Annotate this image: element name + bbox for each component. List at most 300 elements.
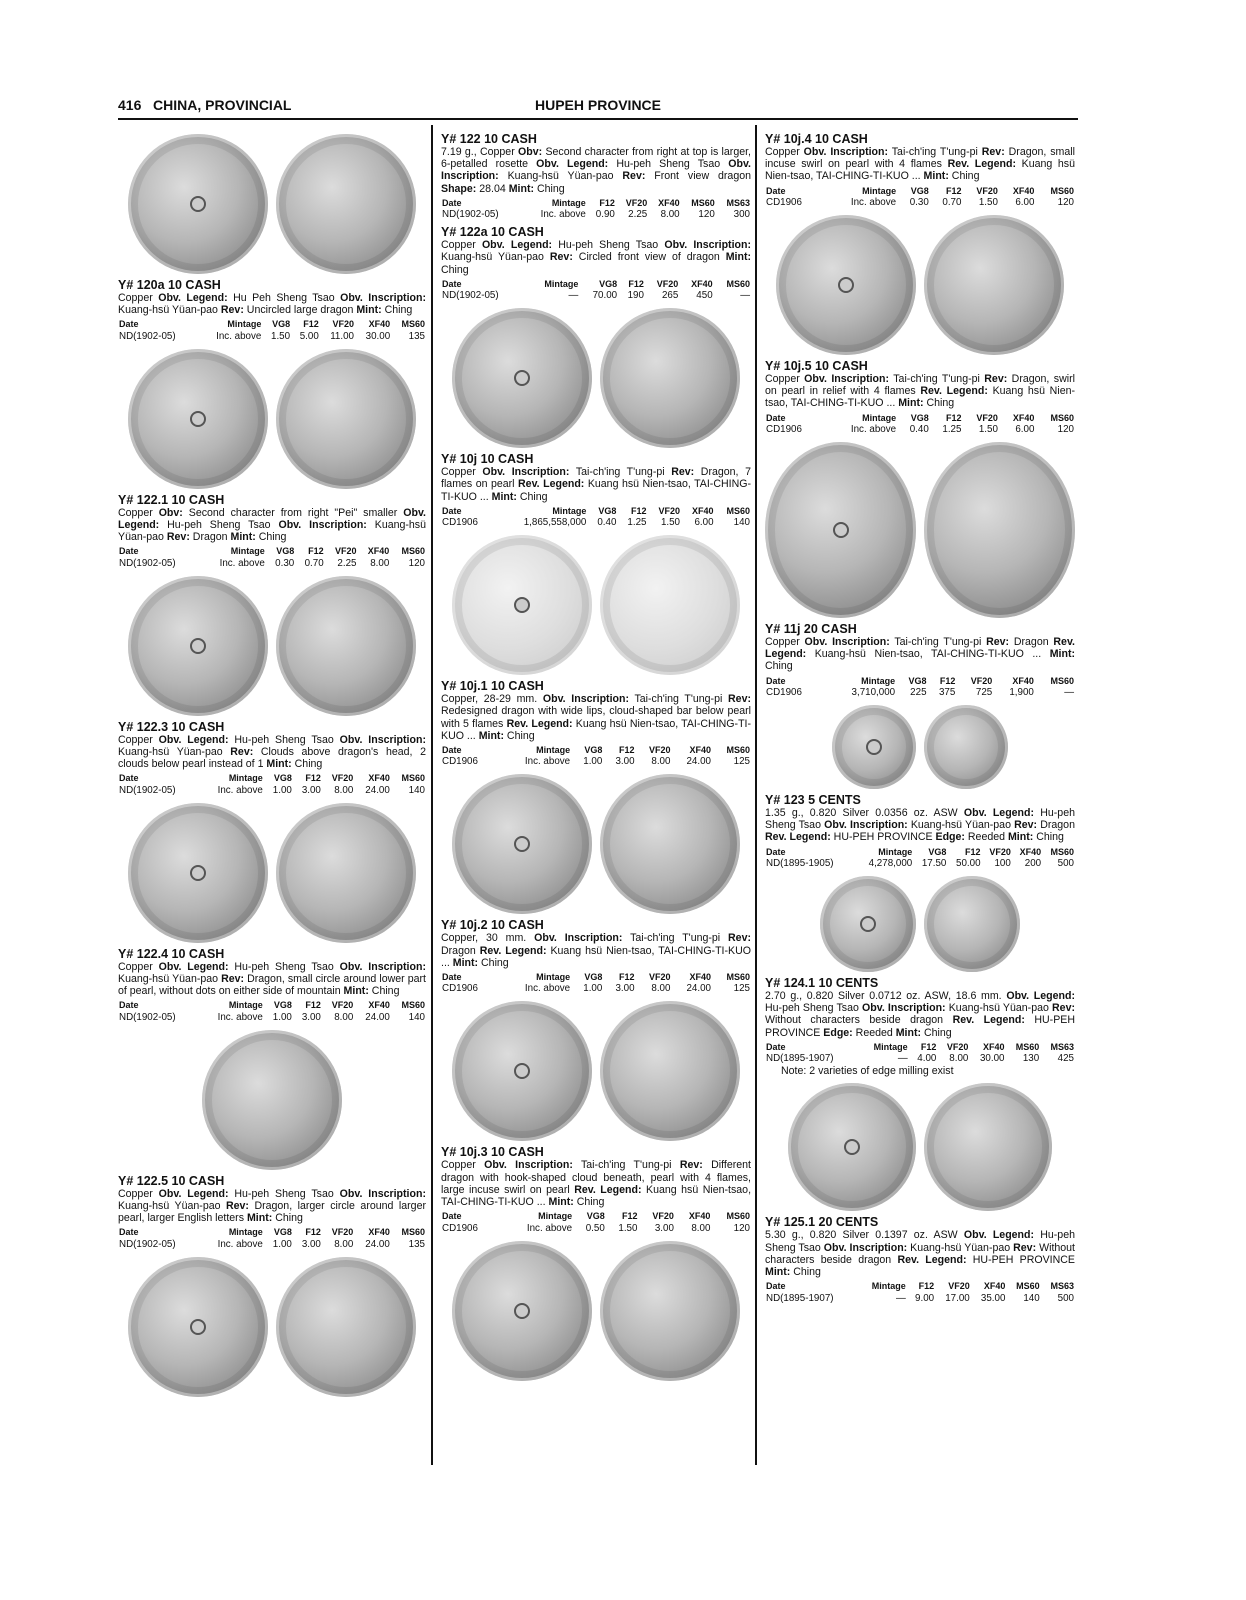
- field-label: Mint:: [508, 182, 535, 195]
- price-cell: 1.00: [272, 1011, 292, 1023]
- price-cell: 8.00: [370, 557, 390, 569]
- entry-description: [765, 1229, 1075, 1278]
- price-cell: 0.70: [942, 196, 962, 208]
- price-cell: 500: [1057, 1292, 1074, 1304]
- price-cell: 190: [627, 290, 644, 302]
- field-label: Rev:: [221, 973, 245, 986]
- price-column-header: VF20: [625, 197, 648, 208]
- price-column-header: MS60: [726, 278, 750, 289]
- price-column-header: Mintage: [871, 1281, 906, 1292]
- price-column-header: Date: [766, 1281, 786, 1292]
- field-label: Obv:: [158, 506, 183, 519]
- field-label: Rev:: [1052, 1002, 1075, 1015]
- price-cell: 3.00: [301, 1238, 321, 1250]
- price-table: [765, 675, 1075, 699]
- price-cell: ND(1902-05): [119, 557, 176, 569]
- price-column-header: Date: [766, 185, 786, 196]
- field-value: Copper: [118, 960, 159, 973]
- field-label: Obv. Inscription:: [278, 519, 367, 532]
- price-column-header: XF40: [658, 197, 680, 208]
- field-value: Dragon, small circle around lower part of pearl, without dots on either side of mountain: [118, 973, 426, 998]
- coin-reverse-image: [924, 705, 1008, 789]
- price-column-header: F12: [621, 1211, 638, 1222]
- field-value: Hu-peh Sheng Tsao: [552, 239, 665, 252]
- price-row: [765, 687, 1075, 699]
- coin-center-mark: [514, 1303, 530, 1319]
- field-value: Hu-peh Sheng Tsao: [765, 807, 1075, 832]
- catalog-entry: [765, 622, 1075, 699]
- entry-description: [765, 807, 1075, 844]
- price-cell: 1.50: [618, 1222, 638, 1234]
- field-value: Kuang hsü Nien-tsao, TAI-CHING-TI-KUO ...: [441, 944, 751, 969]
- price-table-header: [765, 675, 1075, 687]
- price-column-header: XF40: [367, 546, 390, 557]
- price-column-header: VG8: [272, 319, 291, 330]
- price-table: [441, 971, 751, 995]
- coin-obverse-image: [128, 1257, 268, 1397]
- field-value: Hu-peh Sheng Tsao: [765, 1002, 862, 1015]
- field-value: Tai-ch'ing T'ung-pi: [622, 932, 729, 945]
- field-value: Dragon: [441, 944, 480, 957]
- entry-description: [118, 961, 426, 998]
- field-label: Obv. Inscription:: [339, 733, 426, 746]
- price-cell: 1.00: [583, 983, 603, 995]
- price-cell: 135: [408, 1238, 425, 1250]
- price-column-header: VF20: [946, 1041, 969, 1052]
- price-column-header: Mintage: [873, 1041, 908, 1052]
- price-row: [765, 1293, 1075, 1305]
- field-value: Different dragon with hook-shaped cloud beneath, pearl with 4 flames, large incuse swirl on pearl: [441, 1159, 751, 1196]
- coin-images: [441, 535, 751, 675]
- price-column-header: MS60: [1016, 1281, 1040, 1292]
- price-column-header: Mintage: [536, 745, 571, 756]
- price-table-header: [441, 744, 751, 756]
- price-cell: Inc. above: [850, 423, 897, 435]
- entry-description: [118, 734, 426, 771]
- price-cell: ND(1902-05): [119, 1238, 176, 1250]
- price-row: [765, 858, 1075, 870]
- field-value: Ching: [765, 660, 793, 673]
- price-cell: ND(1902-05): [119, 784, 176, 796]
- catalog-entry: [441, 225, 751, 302]
- price-cell: 8.00: [691, 1222, 711, 1234]
- price-column-header: VF20: [976, 412, 998, 423]
- field-value: Ching: [368, 985, 400, 998]
- price-column-header: Date: [119, 546, 139, 557]
- price-cell: 17.00: [945, 1292, 970, 1304]
- coin-obverse-image: [452, 774, 592, 914]
- coin-reverse-image: [600, 1001, 740, 1141]
- price-table-header: [765, 1280, 1075, 1292]
- field-label: Rev:: [679, 1159, 703, 1172]
- field-value: Ching: [921, 1026, 952, 1039]
- price-table: [118, 545, 426, 569]
- price-column-header: Mintage: [861, 675, 896, 686]
- price-cell: 24.00: [686, 756, 711, 768]
- entry-title: Y# 122.5 10 CASH: [118, 1173, 225, 1188]
- price-cell: 1.50: [271, 330, 291, 342]
- price-cell: 265: [661, 290, 679, 302]
- price-column-header: VG8: [273, 1000, 292, 1011]
- price-column-header: MS60: [401, 773, 425, 784]
- price-column-header: XF40: [1012, 412, 1035, 423]
- price-cell: 1.25: [942, 423, 962, 435]
- price-cell: 140: [1023, 1292, 1040, 1304]
- field-value: Ching: [291, 758, 323, 771]
- price-column-header: MS60: [401, 319, 425, 330]
- price-cell: 8.00: [660, 209, 680, 221]
- price-column-header: Date: [766, 675, 786, 686]
- field-value: Kuang-hsü Yüan-pao: [118, 304, 221, 317]
- field-value: Dragon, small incuse swirl on pearl with 4 flames: [765, 146, 1075, 171]
- price-table-header: [441, 278, 751, 290]
- price-cell: 125: [733, 756, 750, 768]
- price-table-header: [118, 1226, 426, 1238]
- price-cell: 30.00: [979, 1053, 1005, 1065]
- column-right: [765, 128, 1075, 1305]
- coin-obverse-image: [820, 876, 916, 972]
- field-label: Obv. Inscription:: [339, 1187, 426, 1200]
- price-table: [441, 744, 751, 768]
- price-column-header: VF20: [648, 972, 671, 983]
- price-column-header: Mintage: [862, 185, 897, 196]
- price-cell: 1.50: [978, 196, 998, 208]
- coin-center-mark: [833, 522, 849, 538]
- price-cell: 24.00: [365, 1011, 390, 1023]
- price-cell: 1.50: [660, 517, 681, 529]
- price-cell: 8.00: [651, 983, 671, 995]
- coin-center-mark: [190, 1319, 206, 1335]
- price-column-header: Date: [442, 197, 462, 208]
- field-value: Kuang hsü Nien-tsao, TAI-CHING-TI-KUO ...: [441, 1183, 752, 1209]
- price-column-header: Mintage: [544, 278, 579, 289]
- price-cell: 500: [1057, 857, 1074, 869]
- price-column-header: MS60: [1050, 185, 1074, 196]
- entry-title: Y# 10j.2 10 CASH: [441, 918, 544, 933]
- coin-images: [765, 705, 1075, 789]
- price-cell: 4.00: [917, 1053, 937, 1065]
- coin-images: [441, 1001, 751, 1141]
- price-cell: 24.00: [686, 983, 711, 995]
- price-column-header: XF40: [688, 1211, 711, 1222]
- coin-reverse-image: [924, 215, 1064, 355]
- price-cell: 0.30: [275, 557, 295, 569]
- price-column-header: VG8: [273, 773, 292, 784]
- field-value: Kuang-hsü Yüan-pao: [118, 519, 426, 544]
- field-label: Mint:: [1007, 831, 1034, 844]
- coin-obverse-image: [776, 215, 916, 355]
- entry-title: Y# 122.3 10 CASH: [118, 719, 225, 734]
- price-cell: CD1906: [766, 423, 802, 435]
- price-column-header: Mintage: [536, 972, 571, 983]
- coin-images: [765, 1083, 1075, 1211]
- coin-center-mark: [514, 597, 530, 613]
- column-divider: [755, 125, 757, 1465]
- field-label: Obv. Inscription:: [823, 1241, 908, 1254]
- price-column-header: VF20: [648, 745, 671, 756]
- entry-title: Y# 10j 10 CASH: [441, 452, 534, 467]
- price-column-header: XF40: [1012, 185, 1035, 196]
- coin-images: [765, 215, 1075, 355]
- price-column-header: MS60: [401, 1000, 425, 1011]
- field-label: Obv. Legend:: [158, 960, 229, 973]
- price-column-header: XF40: [1019, 846, 1042, 857]
- price-column-header: VF20: [948, 1281, 970, 1292]
- coin-center-mark: [190, 638, 206, 654]
- price-column-header: XF40: [691, 278, 713, 289]
- coin-images: [118, 1030, 426, 1170]
- field-value: Ching: [478, 956, 509, 969]
- field-value: Hu-peh Sheng Tsao: [159, 519, 279, 532]
- field-value: Copper: [765, 373, 805, 386]
- field-value: Second character from right at top is larger, 6-petalled rosette: [441, 146, 751, 171]
- price-cell: 0.40: [597, 517, 617, 529]
- field-value: Ching: [516, 490, 548, 503]
- coin-images: [118, 349, 426, 489]
- field-value: Tai-ch'ing T'ung-pi: [888, 146, 982, 158]
- price-cell: CD1906: [442, 1222, 478, 1234]
- price-column-header: Date: [119, 773, 139, 784]
- price-cell: ND(1895-1905): [766, 857, 834, 869]
- entry-title: Y# 10j.5 10 CASH: [765, 359, 868, 374]
- price-cell: ND(1902-05): [119, 330, 176, 342]
- coin-obverse-image: [452, 1241, 592, 1381]
- field-label: Rev:: [1013, 1241, 1037, 1254]
- field-value: Without characters beside dragon: [765, 1241, 1076, 1266]
- price-column-header: VG8: [584, 972, 603, 983]
- field-value: Tai-ch'ing T'ung-pi: [889, 636, 987, 649]
- field-label: Mint:: [898, 397, 924, 410]
- field-value: Reeded: [852, 1026, 896, 1039]
- field-label: Mint:: [452, 956, 479, 969]
- price-cell: Inc. above: [219, 557, 265, 569]
- price-row: [118, 558, 426, 570]
- price-cell: 8.00: [651, 756, 671, 768]
- coin-images: [118, 1257, 426, 1397]
- field-value: Ching: [381, 304, 413, 317]
- price-cell: CD1906: [442, 517, 478, 529]
- field-value: Ching: [441, 263, 469, 276]
- price-cell: 135: [408, 330, 425, 342]
- entry-title: Y# 120a 10 CASH: [118, 278, 221, 292]
- field-value: Hu-peh Sheng Tsao: [228, 960, 340, 973]
- coin-images: [441, 308, 751, 448]
- entry-title: Y# 122a 10 CASH: [441, 225, 544, 240]
- field-value: Ching: [1033, 831, 1064, 844]
- field-label: Obv. Inscription:: [804, 373, 890, 386]
- field-value: Ching: [272, 1212, 303, 1225]
- price-cell: ND(1902-05): [442, 209, 499, 221]
- price-cell: 375: [938, 686, 956, 698]
- price-cell: 3.00: [615, 983, 635, 995]
- field-value: Clouds above dragon's head, 2 clouds below pearl instead of 1: [118, 746, 426, 771]
- header-rule: [118, 118, 1078, 120]
- price-column-header: F12: [619, 745, 635, 756]
- price-table-header: [441, 197, 751, 209]
- field-label: Rev:: [1014, 819, 1038, 832]
- price-cell: 4,278,000: [868, 857, 913, 869]
- coin-obverse-image: [128, 576, 268, 716]
- coin-obverse-image: [128, 134, 268, 274]
- price-cell: 8.00: [949, 1053, 969, 1065]
- price-cell: 300: [733, 209, 750, 221]
- price-column-header: Date: [442, 745, 462, 756]
- price-cell: 6.00: [694, 517, 714, 529]
- price-column-header: MS60: [726, 745, 750, 756]
- entry-title: Y# 10j.4 10 CASH: [765, 132, 868, 146]
- coin-reverse-image: [202, 1030, 342, 1170]
- price-table-header: [765, 412, 1075, 424]
- price-table-header: [118, 318, 426, 330]
- field-value: Uncircled large dragon: [243, 304, 357, 317]
- price-cell: 8.00: [334, 784, 354, 796]
- field-value: Dragon: [189, 531, 231, 544]
- price-column-header: Date: [766, 412, 786, 423]
- field-label: Obv. Inscription:: [804, 636, 890, 649]
- price-column-header: MS60: [726, 505, 750, 516]
- field-value: Hu-peh Sheng Tsao: [228, 733, 340, 746]
- field-value: Copper: [441, 1159, 485, 1172]
- price-cell: 2.25: [628, 209, 648, 221]
- catalog-entry: [118, 278, 426, 343]
- field-value: Front view dragon: [645, 170, 751, 183]
- coin-reverse-image: [276, 134, 416, 274]
- field-value: Hu Peh Sheng Tsao: [227, 292, 341, 304]
- field-value: Hu-peh Sheng Tsao: [228, 1187, 340, 1200]
- price-cell: 70.00: [592, 290, 618, 302]
- field-label: Obv. Legend:: [481, 239, 553, 252]
- price-cell: 425: [1057, 1053, 1074, 1065]
- field-value: Dragon, 7 flames on pearl: [441, 466, 751, 491]
- price-column-header: VF20: [976, 185, 998, 196]
- price-cell: 140: [408, 784, 425, 796]
- field-value: Circled front view of dragon: [572, 251, 726, 264]
- field-label: Mint:: [491, 490, 517, 503]
- price-cell: 3.00: [301, 1011, 321, 1023]
- price-cell: 8.00: [334, 1011, 354, 1023]
- price-cell: —: [896, 1292, 906, 1304]
- price-cell: 17.50: [921, 857, 947, 869]
- price-column-header: VF20: [331, 1227, 354, 1238]
- page-header: [118, 97, 1078, 119]
- price-column-header: VG8: [584, 745, 603, 756]
- field-value: Hu-peh Sheng Tsao: [765, 1229, 1075, 1254]
- field-value: Ching: [255, 531, 287, 544]
- field-value: Copper: [765, 146, 804, 158]
- price-column-header: F12: [918, 1281, 935, 1292]
- price-column-header: XF40: [368, 773, 390, 784]
- entry-description: [765, 373, 1075, 410]
- field-label: Rev. Legend:: [920, 385, 988, 398]
- price-cell: —: [568, 290, 579, 302]
- field-label: Rev. Legend:: [518, 478, 585, 491]
- price-cell: 120: [408, 557, 425, 569]
- price-cell: 100: [994, 857, 1011, 869]
- field-label: Rev. Legend:: [897, 1253, 967, 1266]
- field-label: Rev:: [728, 693, 751, 706]
- field-label: Rev. Legend:: [506, 717, 573, 730]
- field-value: Kuang-hsü Yüan-pao: [118, 746, 231, 759]
- price-column-header: MS60: [1015, 1041, 1040, 1052]
- field-value: 5.30 g., 0.820 Silver 0.1397 oz. ASW: [765, 1229, 964, 1242]
- coin-images: [765, 876, 1075, 972]
- price-column-header: XF40: [689, 745, 711, 756]
- entry-description: [765, 146, 1075, 183]
- price-column-header: MS60: [726, 972, 750, 983]
- price-table: [765, 412, 1075, 436]
- field-value: Kuang-hsü Yüan-pao: [907, 819, 1015, 832]
- field-label: Rev:: [230, 746, 254, 759]
- field-label: Obv. Legend:: [1006, 990, 1075, 1003]
- price-column-header: VG8: [928, 846, 947, 857]
- coin-images: [765, 442, 1075, 618]
- field-value: Kuang hsü Nien-tsao, TAI-CHING-TI-KUO ...: [441, 478, 752, 503]
- catalog-entry: [441, 679, 751, 768]
- field-label: Mint:: [725, 251, 751, 264]
- entry-note: Note: 2 varieties of edge milling exist: [781, 1065, 954, 1078]
- field-value: Dragon, larger circle around larger pearl, larger English letters: [118, 1200, 426, 1225]
- price-column-header: Mintage: [228, 1227, 263, 1238]
- price-column-header: VF20: [656, 278, 679, 289]
- price-cell: Inc. above: [217, 1238, 263, 1250]
- price-column-header: F12: [303, 319, 319, 330]
- field-value: Reeded: [964, 831, 1008, 844]
- price-cell: 140: [733, 517, 750, 529]
- price-column-header: Mintage: [228, 773, 263, 784]
- price-table-header: [765, 846, 1075, 858]
- price-column-header: VG8: [910, 412, 929, 423]
- field-label: Rev:: [671, 466, 695, 479]
- price-table-header: [765, 1041, 1075, 1053]
- entry-description: [118, 1188, 426, 1225]
- field-label: Obv. Inscription:: [803, 146, 889, 158]
- entry-title: Y# 122 10 CASH: [441, 132, 537, 146]
- price-cell: Inc. above: [850, 196, 897, 208]
- price-cell: Inc. above: [217, 1011, 263, 1023]
- coin-center-mark: [844, 1139, 860, 1155]
- price-cell: 125: [733, 983, 750, 995]
- field-value: Ching: [573, 1196, 605, 1209]
- price-column-header: Date: [119, 319, 139, 330]
- price-cell: 3.00: [301, 784, 321, 796]
- price-cell: CD1906: [766, 686, 802, 698]
- price-column-header: F12: [630, 505, 647, 516]
- price-column-header: VG8: [910, 185, 929, 196]
- field-label: Mint:: [548, 1196, 574, 1209]
- price-table: [765, 1041, 1075, 1065]
- price-table: [118, 318, 426, 342]
- field-value: Kuang-hsü Nien-tsao, TAI-CHING-TI-KUO ...: [806, 648, 1050, 661]
- price-cell: CD1906: [766, 196, 802, 208]
- entry-description: [118, 292, 426, 316]
- field-label: Obv. Legend:: [158, 1187, 229, 1200]
- price-column-header: F12: [308, 546, 324, 557]
- field-value: Kuang hsü Nien-tsao, TAI-CHING-TI-KUO ...: [765, 385, 1076, 410]
- field-label: Rev:: [166, 531, 190, 544]
- price-row: [441, 517, 751, 529]
- price-cell: 120: [1057, 196, 1074, 208]
- field-value: Copper, 28-29 mm.: [441, 693, 543, 706]
- price-column-header: VG8: [273, 1227, 292, 1238]
- price-cell: 35.00: [980, 1292, 1006, 1304]
- entry-description: [441, 466, 751, 503]
- entry-title: Y# 122.4 10 CASH: [118, 946, 225, 961]
- catalog-entry: [765, 976, 1075, 1077]
- field-value: Copper: [765, 636, 805, 649]
- price-cell: 1.00: [583, 756, 603, 768]
- price-column-header: VF20: [989, 846, 1011, 857]
- catalog-entry: [765, 132, 1075, 209]
